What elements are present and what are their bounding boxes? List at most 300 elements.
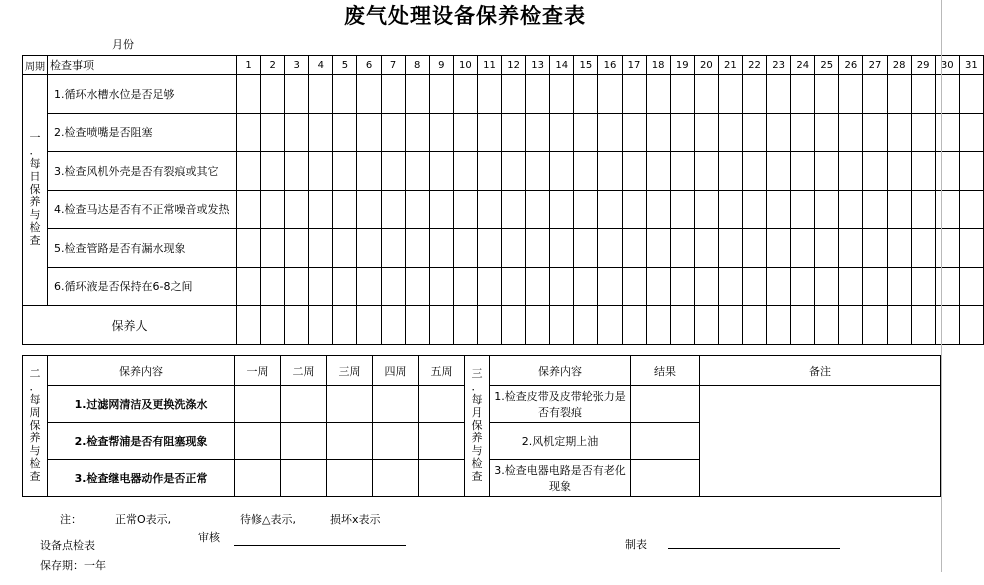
header-day: 7 bbox=[381, 56, 405, 75]
day-cell[interactable] bbox=[598, 113, 622, 152]
section-label-char: 查 bbox=[29, 470, 41, 484]
keeper-cell[interactable] bbox=[526, 306, 550, 345]
day-cell[interactable] bbox=[622, 267, 646, 306]
weekly-check-cell[interactable] bbox=[373, 386, 419, 423]
day-cell[interactable] bbox=[357, 229, 381, 268]
day-cell[interactable] bbox=[381, 190, 405, 229]
day-cell[interactable] bbox=[718, 113, 742, 152]
day-cell[interactable] bbox=[429, 267, 453, 306]
day-cell[interactable] bbox=[767, 152, 791, 191]
day-cell[interactable] bbox=[718, 152, 742, 191]
day-cell[interactable] bbox=[791, 152, 815, 191]
check-item-label: 3.检查风机外壳是否有裂痕或其它 bbox=[48, 152, 237, 191]
day-cell[interactable] bbox=[526, 229, 550, 268]
monthly-result-cell[interactable] bbox=[631, 423, 700, 460]
day-cell[interactable] bbox=[911, 75, 935, 114]
keeper-cell[interactable] bbox=[839, 306, 863, 345]
check-signature-line[interactable] bbox=[234, 545, 406, 546]
day-cell[interactable] bbox=[935, 113, 959, 152]
day-cell[interactable] bbox=[405, 75, 429, 114]
day-cell[interactable] bbox=[309, 267, 333, 306]
keeper-cell[interactable] bbox=[670, 306, 694, 345]
day-cell[interactable] bbox=[333, 190, 357, 229]
day-cell[interactable] bbox=[477, 190, 501, 229]
section-label-char: ． bbox=[29, 143, 41, 157]
day-cell[interactable] bbox=[887, 75, 911, 114]
day-cell[interactable] bbox=[453, 229, 477, 268]
monthly-remark-cell[interactable] bbox=[700, 386, 941, 497]
day-cell[interactable] bbox=[574, 229, 598, 268]
day-cell[interactable] bbox=[887, 190, 911, 229]
day-cell[interactable] bbox=[357, 190, 381, 229]
keeper-cell[interactable] bbox=[887, 306, 911, 345]
section-label-char: 检 bbox=[29, 457, 41, 471]
weekly-content-header: 保养内容 bbox=[48, 356, 235, 386]
keeper-cell[interactable] bbox=[405, 306, 429, 345]
day-cell[interactable] bbox=[646, 190, 670, 229]
day-cell[interactable] bbox=[453, 190, 477, 229]
section-label-char: ． bbox=[29, 379, 41, 393]
day-cell[interactable] bbox=[405, 267, 429, 306]
day-cell[interactable] bbox=[477, 113, 501, 152]
day-cell[interactable] bbox=[863, 75, 887, 114]
day-cell[interactable] bbox=[863, 190, 887, 229]
week-header: 一周 bbox=[235, 356, 281, 386]
page-margin-rule bbox=[941, 0, 942, 572]
weekly-check-cell[interactable] bbox=[281, 386, 327, 423]
check-signature-label: 审核 bbox=[198, 531, 220, 544]
keeper-cell[interactable] bbox=[959, 306, 983, 345]
day-cell[interactable] bbox=[742, 229, 766, 268]
header-day: 23 bbox=[767, 56, 791, 75]
day-cell[interactable] bbox=[309, 113, 333, 152]
table-header-row bbox=[23, 56, 984, 75]
day-cell[interactable] bbox=[887, 267, 911, 306]
day-cell[interactable] bbox=[381, 152, 405, 191]
keeper-cell[interactable] bbox=[237, 306, 261, 345]
weekly-check-cell[interactable] bbox=[373, 460, 419, 497]
day-cell[interactable] bbox=[357, 113, 381, 152]
monthly-result-cell[interactable] bbox=[631, 386, 700, 423]
weekly-check-cell[interactable] bbox=[235, 423, 281, 460]
day-cell[interactable] bbox=[574, 267, 598, 306]
day-cell[interactable] bbox=[526, 267, 550, 306]
keeper-cell[interactable] bbox=[381, 306, 405, 345]
keeper-cell[interactable] bbox=[429, 306, 453, 345]
day-cell[interactable] bbox=[405, 152, 429, 191]
day-cell[interactable] bbox=[622, 152, 646, 191]
day-cell[interactable] bbox=[718, 190, 742, 229]
day-cell[interactable] bbox=[839, 190, 863, 229]
keeper-cell[interactable] bbox=[767, 306, 791, 345]
header-day: 5 bbox=[333, 56, 357, 75]
day-cell[interactable] bbox=[935, 229, 959, 268]
section-label-char: 每 bbox=[471, 392, 483, 406]
day-cell[interactable] bbox=[333, 267, 357, 306]
day-cell[interactable] bbox=[502, 152, 526, 191]
day-cell[interactable] bbox=[718, 267, 742, 306]
weekly-check-cell[interactable] bbox=[281, 460, 327, 497]
day-cell[interactable] bbox=[598, 190, 622, 229]
keeper-cell[interactable] bbox=[550, 306, 574, 345]
header-cycle: 周期 bbox=[23, 56, 48, 75]
day-cell[interactable] bbox=[502, 113, 526, 152]
day-cell[interactable] bbox=[453, 152, 477, 191]
day-cell[interactable] bbox=[911, 190, 935, 229]
section-label-char: 一 bbox=[29, 130, 41, 144]
day-cell[interactable] bbox=[285, 152, 309, 191]
header-day: 17 bbox=[622, 56, 646, 75]
day-cell[interactable] bbox=[237, 267, 261, 306]
header-day: 3 bbox=[285, 56, 309, 75]
day-cell[interactable] bbox=[357, 75, 381, 114]
day-cell[interactable] bbox=[526, 152, 550, 191]
day-cell[interactable] bbox=[502, 229, 526, 268]
day-cell[interactable] bbox=[815, 229, 839, 268]
header-day: 27 bbox=[863, 56, 887, 75]
table-row bbox=[23, 113, 984, 152]
day-cell[interactable] bbox=[767, 190, 791, 229]
day-cell[interactable] bbox=[405, 113, 429, 152]
section-label-char: 查 bbox=[29, 234, 41, 248]
weekly-item-label: 1.过滤网清洁及更换洗涤水 bbox=[48, 386, 235, 423]
day-cell[interactable] bbox=[381, 267, 405, 306]
weekly-check-cell[interactable] bbox=[373, 423, 419, 460]
note-broken: 损坏x表示 bbox=[330, 513, 381, 526]
header-day: 24 bbox=[791, 56, 815, 75]
day-cell[interactable] bbox=[791, 75, 815, 114]
day-cell[interactable] bbox=[863, 267, 887, 306]
section-label-char: ． bbox=[471, 379, 483, 393]
day-cell[interactable] bbox=[381, 113, 405, 152]
day-cell[interactable] bbox=[429, 152, 453, 191]
day-cell[interactable] bbox=[694, 267, 718, 306]
day-cell[interactable] bbox=[309, 190, 333, 229]
header-day: 30 bbox=[935, 56, 959, 75]
table-row bbox=[23, 75, 984, 114]
day-cell[interactable] bbox=[574, 113, 598, 152]
day-cell[interactable] bbox=[791, 190, 815, 229]
day-cell[interactable] bbox=[646, 267, 670, 306]
day-cell[interactable] bbox=[839, 267, 863, 306]
day-cell[interactable] bbox=[429, 75, 453, 114]
header-item: 检查事项 bbox=[48, 56, 237, 75]
header-day: 18 bbox=[646, 56, 670, 75]
day-cell[interactable] bbox=[574, 75, 598, 114]
weekly-check-cell[interactable] bbox=[327, 386, 373, 423]
day-cell[interactable] bbox=[935, 190, 959, 229]
day-cell[interactable] bbox=[574, 190, 598, 229]
day-cell[interactable] bbox=[959, 267, 983, 306]
keeper-cell[interactable] bbox=[333, 306, 357, 345]
day-cell[interactable] bbox=[357, 152, 381, 191]
day-cell[interactable] bbox=[742, 152, 766, 191]
day-cell[interactable] bbox=[670, 229, 694, 268]
day-cell[interactable] bbox=[767, 229, 791, 268]
section-label-char: 与 bbox=[29, 208, 41, 222]
day-cell[interactable] bbox=[767, 267, 791, 306]
day-cell[interactable] bbox=[839, 113, 863, 152]
header-day: 14 bbox=[550, 56, 574, 75]
day-cell[interactable] bbox=[261, 113, 285, 152]
day-cell[interactable] bbox=[526, 113, 550, 152]
day-cell[interactable] bbox=[477, 229, 501, 268]
day-cell[interactable] bbox=[598, 229, 622, 268]
day-cell[interactable] bbox=[477, 75, 501, 114]
day-cell[interactable] bbox=[911, 267, 935, 306]
day-cell[interactable] bbox=[285, 75, 309, 114]
day-cell[interactable] bbox=[574, 152, 598, 191]
note-normal: 正常O表示, bbox=[115, 513, 172, 526]
day-cell[interactable] bbox=[526, 75, 550, 114]
day-cell[interactable] bbox=[863, 152, 887, 191]
day-cell[interactable] bbox=[622, 75, 646, 114]
table-row bbox=[23, 267, 984, 306]
day-cell[interactable] bbox=[405, 190, 429, 229]
day-cell[interactable] bbox=[502, 267, 526, 306]
day-cell[interactable] bbox=[791, 267, 815, 306]
day-cell[interactable] bbox=[550, 190, 574, 229]
note-repair: 待修△表示, bbox=[240, 513, 296, 526]
day-cell[interactable] bbox=[622, 229, 646, 268]
keeper-cell[interactable] bbox=[309, 306, 333, 345]
day-cell[interactable] bbox=[622, 190, 646, 229]
header-day: 11 bbox=[477, 56, 501, 75]
weekly-check-cell[interactable] bbox=[419, 423, 465, 460]
keeper-cell[interactable] bbox=[646, 306, 670, 345]
header-day: 25 bbox=[815, 56, 839, 75]
day-cell[interactable] bbox=[911, 113, 935, 152]
keeper-cell[interactable] bbox=[718, 306, 742, 345]
keeper-cell[interactable] bbox=[502, 306, 526, 345]
section-label-char: 每 bbox=[29, 156, 41, 170]
day-cell[interactable] bbox=[550, 152, 574, 191]
day-cell[interactable] bbox=[670, 75, 694, 114]
day-cell[interactable] bbox=[959, 152, 983, 191]
day-cell[interactable] bbox=[694, 190, 718, 229]
day-cell[interactable] bbox=[959, 113, 983, 152]
weekly-item-label: 2.检查帮浦是否有阻塞现象 bbox=[48, 423, 235, 460]
day-cell[interactable] bbox=[863, 229, 887, 268]
weekly-check-cell[interactable] bbox=[327, 423, 373, 460]
day-cell[interactable] bbox=[815, 152, 839, 191]
day-cell[interactable] bbox=[863, 113, 887, 152]
day-cell[interactable] bbox=[815, 267, 839, 306]
keeper-cell[interactable] bbox=[622, 306, 646, 345]
monthly-item-label: 1.检查皮带及皮带轮张力是否有裂痕 bbox=[490, 386, 631, 423]
day-cell[interactable] bbox=[598, 75, 622, 114]
keeper-cell[interactable] bbox=[598, 306, 622, 345]
header-day: 8 bbox=[405, 56, 429, 75]
day-cell[interactable] bbox=[477, 267, 501, 306]
day-cell[interactable] bbox=[333, 113, 357, 152]
header-day: 1 bbox=[237, 56, 261, 75]
keeper-row bbox=[23, 306, 984, 345]
day-cell[interactable] bbox=[959, 190, 983, 229]
day-cell[interactable] bbox=[453, 113, 477, 152]
keeper-cell[interactable] bbox=[863, 306, 887, 345]
day-cell[interactable] bbox=[718, 229, 742, 268]
day-cell[interactable] bbox=[453, 267, 477, 306]
day-cell[interactable] bbox=[839, 75, 863, 114]
section-label-char: 与 bbox=[471, 444, 483, 458]
day-cell[interactable] bbox=[959, 75, 983, 114]
day-cell[interactable] bbox=[742, 75, 766, 114]
form-name: 设备点检表 bbox=[40, 539, 95, 552]
day-cell[interactable] bbox=[429, 113, 453, 152]
day-cell[interactable] bbox=[815, 190, 839, 229]
day-cell[interactable] bbox=[935, 75, 959, 114]
day-cell[interactable] bbox=[237, 152, 261, 191]
day-cell[interactable] bbox=[694, 113, 718, 152]
keeper-cell[interactable] bbox=[261, 306, 285, 345]
day-cell[interactable] bbox=[333, 152, 357, 191]
day-cell[interactable] bbox=[839, 152, 863, 191]
day-cell[interactable] bbox=[429, 190, 453, 229]
keeper-cell[interactable] bbox=[742, 306, 766, 345]
monthly-result-cell[interactable] bbox=[631, 460, 700, 497]
keeper-cell[interactable] bbox=[935, 306, 959, 345]
header-day: 6 bbox=[357, 56, 381, 75]
maker-signature-line[interactable] bbox=[668, 548, 840, 549]
day-cell[interactable] bbox=[333, 75, 357, 114]
day-cell[interactable] bbox=[646, 75, 670, 114]
weekly-check-cell[interactable] bbox=[327, 460, 373, 497]
section-label-weekly bbox=[23, 356, 48, 497]
day-cell[interactable] bbox=[959, 229, 983, 268]
day-cell[interactable] bbox=[477, 152, 501, 191]
day-cell[interactable] bbox=[453, 75, 477, 114]
day-cell[interactable] bbox=[598, 152, 622, 191]
day-cell[interactable] bbox=[261, 229, 285, 268]
day-cell[interactable] bbox=[550, 113, 574, 152]
day-cell[interactable] bbox=[911, 229, 935, 268]
day-cell[interactable] bbox=[309, 229, 333, 268]
day-cell[interactable] bbox=[670, 190, 694, 229]
day-cell[interactable] bbox=[285, 229, 309, 268]
day-cell[interactable] bbox=[285, 267, 309, 306]
weekly-check-cell[interactable] bbox=[281, 423, 327, 460]
weekly-check-cell[interactable] bbox=[419, 386, 465, 423]
day-cell[interactable] bbox=[237, 75, 261, 114]
day-cell[interactable] bbox=[646, 152, 670, 191]
day-cell[interactable] bbox=[285, 190, 309, 229]
day-cell[interactable] bbox=[646, 113, 670, 152]
day-cell[interactable] bbox=[237, 113, 261, 152]
weekly-check-cell[interactable] bbox=[235, 386, 281, 423]
keeper-cell[interactable] bbox=[694, 306, 718, 345]
keeper-cell[interactable] bbox=[815, 306, 839, 345]
keeper-label: 保养人 bbox=[23, 306, 237, 345]
day-cell[interactable] bbox=[502, 75, 526, 114]
table-row bbox=[23, 190, 984, 229]
day-cell[interactable] bbox=[261, 152, 285, 191]
day-cell[interactable] bbox=[550, 267, 574, 306]
keeper-cell[interactable] bbox=[574, 306, 598, 345]
section-label-char: 养 bbox=[29, 195, 41, 209]
day-cell[interactable] bbox=[911, 152, 935, 191]
day-cell[interactable] bbox=[694, 152, 718, 191]
day-cell[interactable] bbox=[815, 75, 839, 114]
day-cell[interactable] bbox=[261, 190, 285, 229]
note-label: 注： bbox=[60, 513, 82, 526]
week-header: 五周 bbox=[419, 356, 465, 386]
header-day: 28 bbox=[887, 56, 911, 75]
day-cell[interactable] bbox=[694, 75, 718, 114]
day-cell[interactable] bbox=[767, 75, 791, 114]
header-day: 26 bbox=[839, 56, 863, 75]
check-item-label: 5.检查管路是否有漏水现象 bbox=[48, 229, 237, 268]
keeper-cell[interactable] bbox=[791, 306, 815, 345]
day-cell[interactable] bbox=[791, 113, 815, 152]
keeper-cell[interactable] bbox=[477, 306, 501, 345]
day-cell[interactable] bbox=[670, 113, 694, 152]
day-cell[interactable] bbox=[935, 267, 959, 306]
day-cell[interactable] bbox=[309, 152, 333, 191]
retention-period: 保存期：一年 bbox=[40, 559, 106, 572]
day-cell[interactable] bbox=[237, 229, 261, 268]
day-cell[interactable] bbox=[887, 113, 911, 152]
table-header-row bbox=[23, 356, 941, 386]
day-cell[interactable] bbox=[670, 267, 694, 306]
day-cell[interactable] bbox=[598, 267, 622, 306]
section-label-char: 周 bbox=[29, 405, 41, 419]
day-cell[interactable] bbox=[261, 75, 285, 114]
day-cell[interactable] bbox=[718, 75, 742, 114]
day-cell[interactable] bbox=[622, 113, 646, 152]
day-cell[interactable] bbox=[333, 229, 357, 268]
day-cell[interactable] bbox=[261, 267, 285, 306]
day-cell[interactable] bbox=[381, 75, 405, 114]
day-cell[interactable] bbox=[670, 152, 694, 191]
day-cell[interactable] bbox=[887, 152, 911, 191]
day-cell[interactable] bbox=[285, 113, 309, 152]
keeper-cell[interactable] bbox=[357, 306, 381, 345]
day-cell[interactable] bbox=[502, 190, 526, 229]
day-cell[interactable] bbox=[742, 267, 766, 306]
day-cell[interactable] bbox=[887, 229, 911, 268]
monthly-item-label: 3.检查电器电路是否有老化现象 bbox=[490, 460, 631, 497]
keeper-cell[interactable] bbox=[285, 306, 309, 345]
keeper-cell[interactable] bbox=[911, 306, 935, 345]
day-cell[interactable] bbox=[429, 229, 453, 268]
check-item-label: 4.检查马达是否有不正常噪音或发热 bbox=[48, 190, 237, 229]
section-label-char: 查 bbox=[471, 470, 483, 484]
day-cell[interactable] bbox=[550, 75, 574, 114]
section-label-char: 保 bbox=[29, 182, 41, 196]
weekly-check-cell[interactable] bbox=[419, 460, 465, 497]
day-cell[interactable] bbox=[526, 190, 550, 229]
day-cell[interactable] bbox=[791, 229, 815, 268]
day-cell[interactable] bbox=[742, 190, 766, 229]
day-cell[interactable] bbox=[742, 113, 766, 152]
day-cell[interactable] bbox=[357, 267, 381, 306]
day-cell[interactable] bbox=[646, 229, 670, 268]
weekly-check-cell[interactable] bbox=[235, 460, 281, 497]
day-cell[interactable] bbox=[694, 229, 718, 268]
day-cell[interactable] bbox=[767, 113, 791, 152]
day-cell[interactable] bbox=[815, 113, 839, 152]
day-cell[interactable] bbox=[381, 229, 405, 268]
day-cell[interactable] bbox=[550, 229, 574, 268]
header-day: 10 bbox=[453, 56, 477, 75]
day-cell[interactable] bbox=[405, 229, 429, 268]
day-cell[interactable] bbox=[935, 152, 959, 191]
day-cell[interactable] bbox=[309, 75, 333, 114]
keeper-cell[interactable] bbox=[453, 306, 477, 345]
day-cell[interactable] bbox=[237, 190, 261, 229]
day-cell[interactable] bbox=[839, 229, 863, 268]
